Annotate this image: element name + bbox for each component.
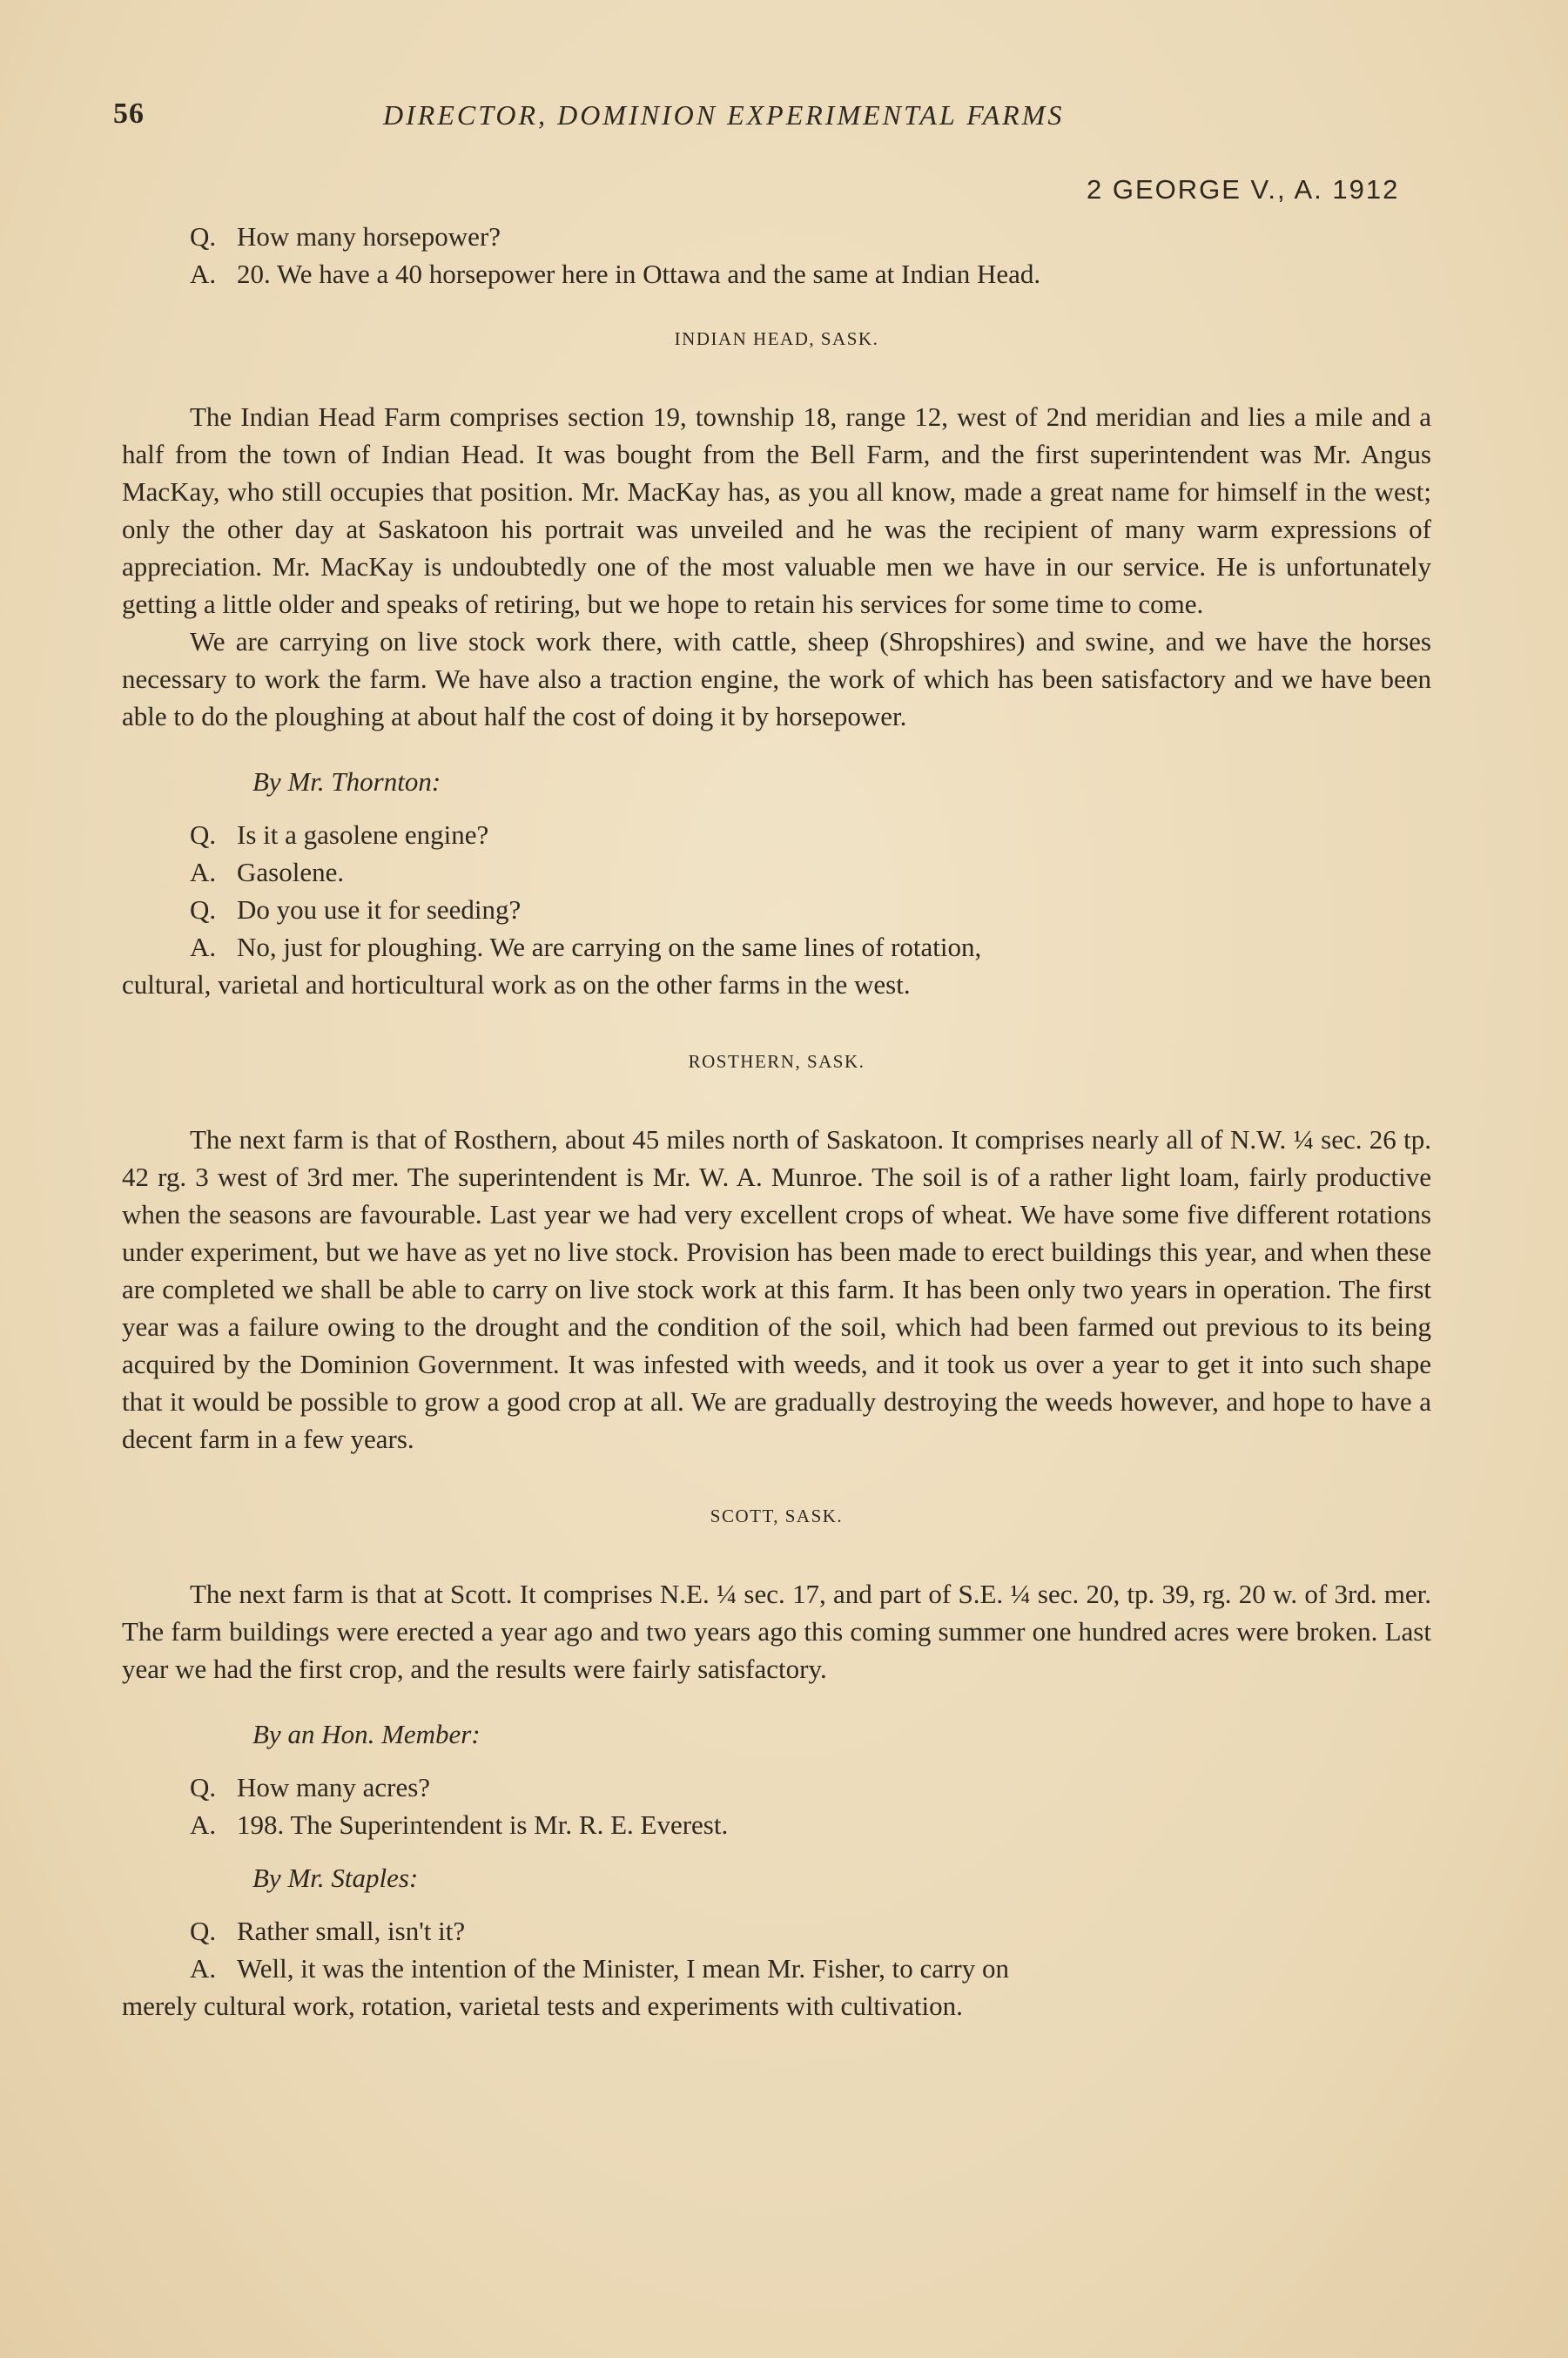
qa-question: Q. Is it a gasolene engine?	[190, 819, 489, 850]
qa-question: Q. Rather small, isn't it?	[190, 1916, 466, 1946]
section-heading-indian-head: INDIAN HEAD, SASK.	[674, 328, 879, 349]
qa-answer: A. 198. The Superintendent is Mr. R. E. Everest.	[190, 1809, 729, 1840]
speaker-label: By Mr. Staples:	[252, 1863, 419, 1893]
qa-answer-continued: cultural, varietal and horticultural work as on the other farms in the west.	[122, 969, 911, 1000]
qa-answer: A. No, just for ploughing. We are carrying on the same lines of rotation,	[190, 932, 982, 962]
qa-answer: A. Well, it was the intention of the Minister, I mean Mr. Fisher, to carry on	[190, 1953, 1009, 1984]
qa-answer: A. Gasolene.	[190, 857, 345, 887]
paragraph: The next farm is that at Scott. It comprises N.E. ¼ sec. 17, and part of S.E. ¼ sec. 20, tp. 39, rg. 20 w. of 3rd. mer. The farm buildings were erected a year ago and two years ago this coming summer one hundred acres were broken. Last year we had the first crop, and the results were fairly satisfactory.	[122, 1579, 1431, 1684]
page-number: 56	[113, 98, 145, 130]
document-body	[122, 218, 1431, 2025]
running-head: DIRECTOR, DOMINION EXPERIMENTAL FARMS	[383, 99, 1065, 131]
paragraph: The Indian Head Farm comprises section 19, township 18, range 12, west of 2nd meridian and lies a mile and a half from the town of Indian Head. It was bought from the Bell Farm, and the first superintendent was Mr. Angus MacKay, who still occupies that position. Mr. MacKay has, as you all know, made a great name for himself in the west; only the other day at Saskatoon his portrait was unveiled and he was the recipient of many warm expressions of appreciation. Mr. MacKay is undoubtedly one of the most valuable men we have in our service. He is unfortunately getting a little older and speaks of retiring, but we hope to retain his services for some time to come.	[122, 401, 1431, 619]
qa-question: Q. How many horsepower?	[190, 221, 501, 252]
qa-answer-continued: merely cultural work, rotation, varietal tests and experiments with cultivation.	[122, 1991, 963, 2021]
page-header	[113, 98, 1437, 150]
section-heading-scott: SCOTT, SASK.	[710, 1506, 844, 1526]
speaker-label: By an Hon. Member:	[252, 1719, 481, 1749]
qa-question: Q. How many acres?	[190, 1772, 431, 1802]
qa-question: Q. Do you use it for seeding?	[190, 894, 522, 925]
paragraph: We are carrying on live stock work there, with cattle, sheep (Shropshires) and swine, and we have the horses necessary to work the farm. We have also a traction engine, the work of which has been satisfactory and we have been able to do the ploughing at about half the cost of doing it by horsepower.	[122, 626, 1431, 731]
session-label: 2 GEORGE V., A. 1912	[1087, 174, 1400, 205]
speaker-label: By Mr. Thornton:	[252, 766, 441, 797]
section-heading-rosthern: ROSTHERN, SASK.	[688, 1051, 865, 1072]
qa-answer: A. 20. We have a 40 horsepower here in Ottawa and the same at Indian Head.	[190, 259, 1041, 289]
paragraph: The next farm is that of Rosthern, about 45 miles north of Saskatoon. It comprises nearly all of N.W. ¼ sec. 26 tp. 42 rg. 3 west of 3rd mer. The superintendent is Mr. W. A. Munroe. The soil is of a rather light loam, fairly productive when the seasons are favourable. Last year we had very excellent crops of wheat. We have some five different rotations under experiment, but we have as yet no live stock. Provision has been made to erect buildings this year, and when these are completed we shall be able to carry on live stock work at this farm. It has been only two years in operation. The first year was a failure owing to the drought and the condition of the soil, which had been farmed out previous to its being acquired by the Dominion Government. It was infested with weeds, and it took us over a year to get it into such shape that it would be possible to grow a good crop at all. We are gradually destroying the weeds however, and hope to have a decent farm in a few years.	[122, 1124, 1431, 1454]
